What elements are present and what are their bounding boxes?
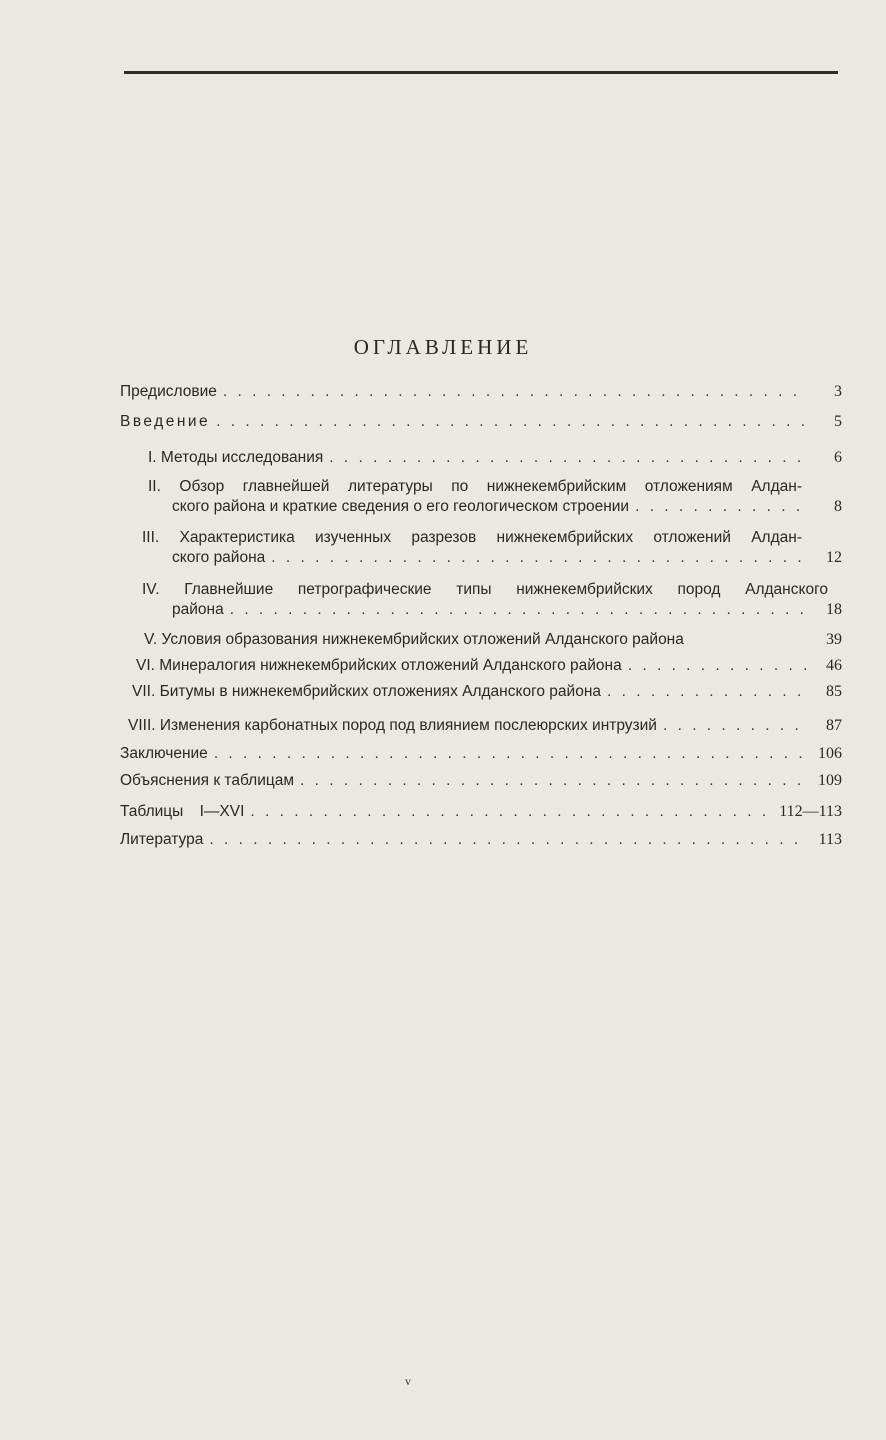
toc-entry-title: VII. Битумы в нижнекембрийских отложениях Алданского района (132, 683, 602, 700)
toc-entry-introduction[interactable] (120, 412, 842, 432)
toc-entry-chapter-4[interactable] (120, 580, 842, 620)
toc-entry-page: 112—113 (779, 803, 842, 820)
toc-entry-title-line-1: IV. Главнейшие петрографические типы нижнекембрийских пород Алданского (142, 581, 828, 598)
toc-entry-title-line-2: района (172, 601, 224, 618)
toc-entry-title: I. Методы исследования (148, 449, 324, 466)
leader-dots (216, 412, 808, 432)
leader-dots (607, 682, 808, 702)
printer-mark: v (405, 1374, 411, 1388)
toc-entry-page: 12 (826, 549, 842, 566)
leader-dots (271, 548, 808, 568)
toc-entry-preface[interactable] (120, 382, 842, 402)
leader-dots (663, 716, 808, 736)
toc-entry-title-line-1: II. Обзор главнейшей литературы по нижнекембрийским отложениям Алдан- (148, 478, 802, 495)
toc-entry-page: 6 (834, 449, 842, 466)
toc-entry-title: Предисловие (120, 383, 217, 400)
leader-dots (209, 830, 808, 850)
toc-entry-page: 5 (834, 413, 842, 430)
toc-entry-page: 3 (834, 383, 842, 400)
toc-entry-title: Введение (120, 413, 211, 430)
toc-entry-title-line-1: III. Характеристика изученных разрезов нижнекембрийских отложений Алдан- (142, 529, 802, 546)
toc-entry-page: 87 (826, 717, 842, 734)
leader-dots (300, 771, 808, 791)
toc-entry-page: 109 (818, 772, 842, 789)
top-rule (124, 71, 838, 74)
toc-entry-title: Литература (120, 831, 204, 848)
leader-dots (214, 744, 808, 764)
toc-entry-title: Объяснения к таблицам (120, 772, 295, 789)
leader-dots (250, 802, 775, 822)
toc-entry-page: 106 (818, 745, 842, 762)
toc-entry-title: Таблицы I—XVI (120, 803, 245, 820)
toc-entry-conclusion[interactable] (120, 744, 842, 764)
toc-entry-chapter-3[interactable] (120, 528, 842, 568)
toc-entry-page: 18 (826, 601, 842, 618)
page-title: ОГЛАВЛЕНИЕ (353, 335, 533, 359)
toc-entry-page: 113 (818, 831, 842, 848)
toc-entry-chapter-7[interactable] (120, 682, 842, 702)
leader-dots (223, 382, 808, 402)
leader-dots (635, 497, 808, 517)
toc-entry-title: VIII. Изменения карбонатных пород под влиянием послеюрских интрузий (128, 717, 657, 734)
toc-entry-page: 39 (826, 631, 842, 648)
toc-entry-chapter-6[interactable] (120, 656, 842, 676)
toc-entry-title: V. Условия образования нижнекембрийских отложений Алданского района (144, 631, 684, 648)
toc-entry-title-line-2: ского района и краткие сведения о его геологическом строении (172, 498, 630, 515)
toc-entry-references[interactable] (120, 830, 842, 850)
leader-dots (628, 656, 808, 676)
toc-entry-chapter-5[interactable] (120, 630, 842, 650)
toc-entry-chapter-1[interactable] (120, 448, 842, 468)
toc-entry-plates[interactable] (120, 802, 842, 822)
leader-dots (329, 448, 808, 468)
toc-entry-page: 8 (834, 498, 842, 515)
toc-entry-title: VI. Минералогия нижнекембрийских отложений Алданского района (136, 657, 622, 674)
toc-entry-chapter-2[interactable] (120, 477, 842, 517)
toc-entry-page: 85 (826, 683, 842, 700)
toc-entry-chapter-8[interactable] (120, 716, 842, 736)
toc-entry-title: Заключение (120, 745, 208, 762)
toc-entry-page: 46 (826, 657, 842, 674)
leader-dots (230, 600, 808, 620)
toc-entry-title-line-2: ского района (172, 549, 266, 566)
toc-entry-plate-explanations[interactable] (120, 771, 842, 791)
